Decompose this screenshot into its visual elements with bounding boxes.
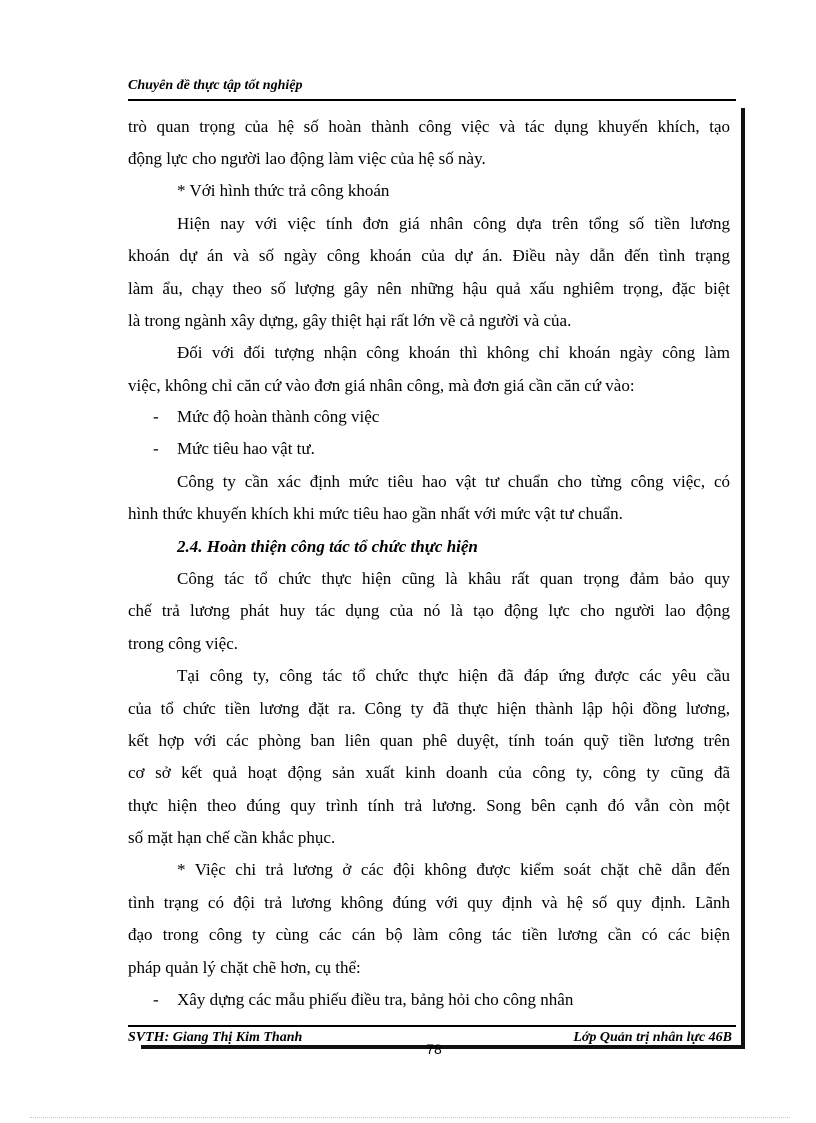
bullet-dash: - bbox=[153, 990, 159, 1009]
paragraph-line: * Với hình thức trả công khoán bbox=[177, 181, 390, 200]
paragraph-line: khoán dự án và số ngày công khoán của dự án. Điều này dẫn đến tình trạng bbox=[128, 246, 730, 265]
footer-student: SVTH: Giang Thị Kim Thanh bbox=[128, 1030, 303, 1045]
paragraph-line: của tổ chức tiền lương đặt ra. Công ty đã thực hiện thành lập hội đồng lương, bbox=[128, 699, 730, 718]
paragraph-line: * Việc chi trả lương ở các đội không được kiểm soát chặt chẽ dẫn đến bbox=[177, 860, 730, 879]
bullet-item: Mức độ hoàn thành công việc bbox=[177, 407, 380, 426]
paragraph-line: Đối với đối tượng nhận công khoán thì không chỉ khoán ngày công làm bbox=[177, 343, 730, 362]
footer-class: Lớp Quản trị nhân lực 46B bbox=[573, 1030, 732, 1045]
paragraph-line: trò quan trọng của hệ số hoàn thành công việc và tác dụng khuyến khích, tạo bbox=[128, 117, 730, 136]
section-heading: 2.4. Hoàn thiện công tác tổ chức thực hiện bbox=[177, 537, 478, 556]
paragraph-line: tình trạng có đội trả lương không đúng với quy định và hệ số quy định. Lãnh bbox=[128, 893, 730, 912]
paragraph-line: Công tác tổ chức thực hiện cũng là khâu rất quan trọng đảm bảo quy bbox=[177, 569, 730, 588]
paragraph-line: Hiện nay với việc tính đơn giá nhân công dựa trên tổng số tiền lương bbox=[177, 214, 730, 233]
bullet-item: Mức tiêu hao vật tư. bbox=[177, 439, 315, 458]
paragraph-line: số mặt hạn chế cần khắc phục. bbox=[128, 828, 336, 847]
paragraph-line: pháp quản lý chặt chẽ hơn, cụ thể: bbox=[128, 958, 361, 977]
bullet-dash: - bbox=[153, 439, 159, 458]
bullet-dash: - bbox=[153, 407, 159, 426]
bullet-item: Xây dựng các mẫu phiếu điều tra, bảng hỏi cho công nhân bbox=[177, 990, 574, 1009]
paragraph-line: trong công việc. bbox=[128, 634, 238, 653]
header-title: Chuyên đề thực tập tốt nghiệp bbox=[128, 78, 303, 93]
paragraph-line: việc, không chỉ căn cứ vào đơn giá nhân công, mà đơn giá cần căn cứ vào: bbox=[128, 376, 635, 395]
paragraph-line: hình thức khuyến khích khi mức tiêu hao gần nhất với mức vật tư chuẩn. bbox=[128, 504, 623, 523]
paragraph-line: chế trả lương phát huy tác dụng của nó là tạo động lực cho người lao động bbox=[128, 601, 730, 620]
page-number: 78 bbox=[426, 1041, 442, 1057]
paragraph-line: kết hợp với các phòng ban liên quan phê duyệt, tính toán quỹ tiền lương trên bbox=[128, 731, 730, 750]
page-shadow-right bbox=[741, 108, 745, 1045]
paragraph-line: đạo trong công ty cùng các cán bộ làm công tác tiền lương cần có các biện bbox=[128, 925, 730, 944]
paragraph-line: làm ẩu, chạy theo số lượng gây nên những hậu quả xấu nghiêm trọng, đặc biệt bbox=[128, 279, 730, 298]
paragraph-line: động lực cho người lao động làm việc của hệ số này. bbox=[128, 149, 486, 168]
paragraph-line: cơ sở kết quả hoạt động sản xuất kinh doanh của công ty, công ty cũng đã bbox=[128, 763, 730, 782]
paragraph-line: là trong ngành xây dựng, gây thiệt hại rất lớn về cả người và của. bbox=[128, 311, 572, 330]
page-header bbox=[128, 77, 736, 101]
paragraph-line: Tại công ty, công tác tổ chức thực hiện đã đáp ứng được các yêu cầu bbox=[177, 666, 730, 685]
page-break-divider bbox=[30, 1117, 790, 1118]
paragraph-line: Công ty cần xác định mức tiêu hao vật tư chuẩn cho từng công việc, có bbox=[177, 472, 730, 491]
paragraph-line: thực hiện theo đúng quy trình tính trả lương. Song bên cạnh đó vẫn còn một bbox=[128, 796, 730, 815]
